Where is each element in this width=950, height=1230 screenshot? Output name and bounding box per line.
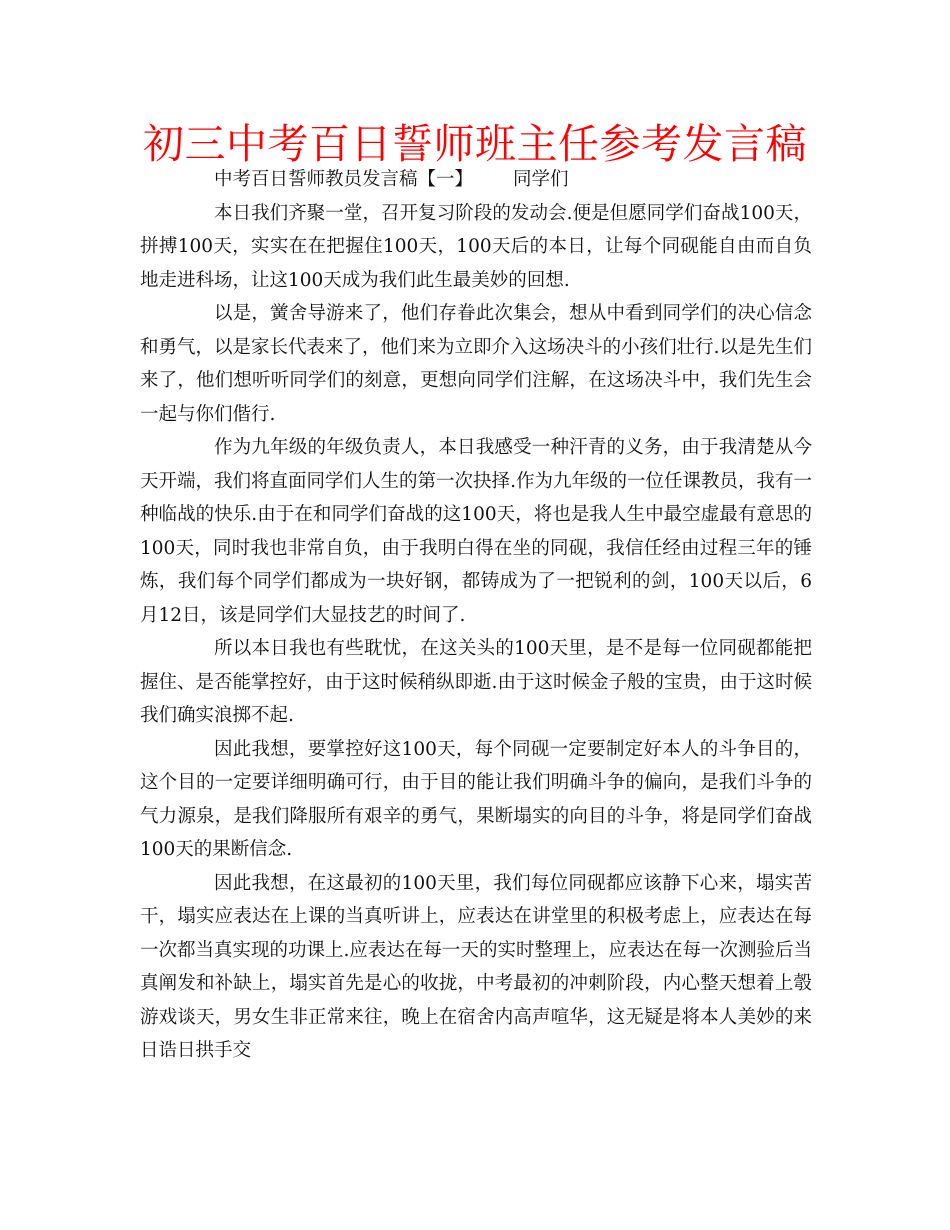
paragraph: 作为九年级的年级负责人，本日我感受一种汗青的义务，由于我清楚从今天开端，我们将直面同学们人生的第一次抉择.作为九年级的一位任课教员，我有一种临战的快乐.由于在和同学们奋战的这100天，将也是我人生中最空虚最有意思的100天，同时我也非常自负，由于我明白得在坐的同砚，我信任经由过程三年的锤炼，我们每个同学们都成为一块好钢，都铸成为了一把锐利的剑，100天以后，6月12日，该是同学们大显技艺的时间了. xyxy=(140,437,812,626)
paragraph: 本日我们齐聚一堂，召开复习阶段的发动会.便是但愿同学们奋战100天，拼搏100天，实实在在把握住100天，100天后的本日，让每个同砚能自由而自负地走进科场，让这100天成为我们此生最美妙的回想. xyxy=(140,202,812,291)
paragraph: 因此我想，要掌控好这100天，每个同砚一定要制定好本人的斗争目的，这个目的一定要详细明确可行，由于目的能让我们明确斗争的偏向，是我们斗争的气力源泉，是我们降服所有艰辛的勇气，果断塌实的向目的斗争，将是同学们奋战100天的果断信念. xyxy=(140,738,812,860)
paragraph: 以是，黉舍导游来了，他们存眷此次集会，想从中看到同学们的决心信念和勇气，以是家长代表来了，他们来为立即介入这场决斗的小孩们壮行.以是先生们来了，他们想听听同学们的刻意，更想向同学们注解，在这场决斗中，我们先生会一起与你们偕行. xyxy=(140,303,812,425)
subheading: 中考百日誓师教员发言稿【一】 xyxy=(214,169,474,190)
paragraph: 因此我想，在这最初的100天里，我们每位同砚都应该静下心来，塌实苦干，塌实应表达在上课的当真听讲上，应表达在讲堂里的积极考虑上，应表达在每一次都当真实现的功课上.应表达在每一天的实时整理上，应表达在每一次测验后当真阐发和补缺上，塌实首先是心的收拢，中考最初的冲刺阶段，内心整天想着上彀游戏谈天，男女生非正常来往，晚上在宿舍内高声喧华，这无疑是将本人美妙的来日诰日拱手交 xyxy=(140,872,812,1061)
paragraph: 所以本日我也有些耽忧，在这关头的100天里，是不是每一位同砚都能把握住、是否能掌控好，由于这时候稍纵即逝.由于这时候金子般的宝贵，由于这时候我们确实浪掷不起. xyxy=(140,638,812,726)
greeting: 同学们 xyxy=(513,169,569,190)
document-body xyxy=(140,163,812,1068)
document-title: 初三中考百日誓师班主任参考发言稿 xyxy=(143,120,807,168)
subheading-line xyxy=(140,163,812,197)
